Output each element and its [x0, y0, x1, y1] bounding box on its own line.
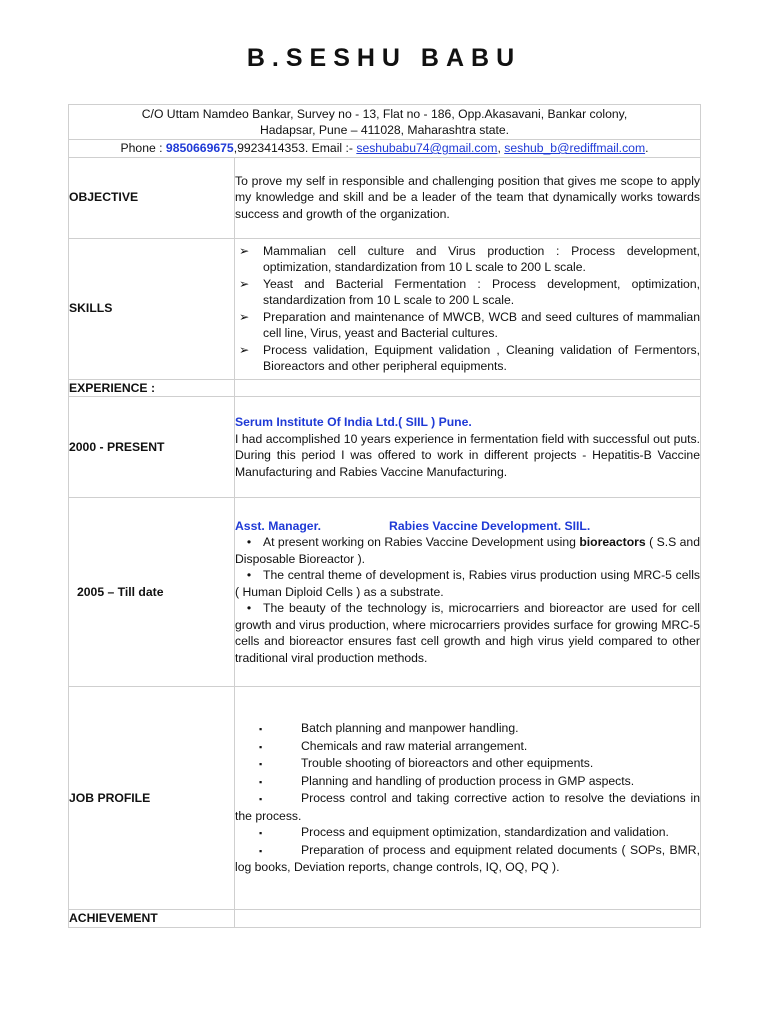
job-item-text: Planning and handling of production process in GMP aspects. — [301, 773, 635, 788]
exp2-item1-text: At present working on Rabies Vaccine Development using — [263, 535, 580, 550]
job-item — [235, 738, 700, 756]
achievement-empty — [235, 910, 701, 928]
bullet-icon: • — [246, 601, 252, 616]
phone-primary: 9850669675 — [165, 141, 234, 155]
email-link-1[interactable]: seshubabu74@gmail.com — [356, 141, 498, 155]
skill-item — [235, 309, 700, 342]
address-line-2: Hadapsar, Pune – 411028, Maharashtra state. — [259, 123, 510, 137]
square-bullet-icon: ▪ — [259, 724, 263, 735]
phone-label: Phone : — [120, 141, 166, 155]
exp2-item1-post: ( S.S and Disposable Bioreactor ). — [235, 535, 700, 566]
email-end: . — [645, 141, 649, 155]
bullet-icon: • — [246, 535, 252, 550]
skill-text: Yeast and Bacterial Fermentation : Process development, optimization, standardization from 10 L scale to 200 L scale. — [263, 276, 700, 307]
resume-name: B.SESHU BABU — [246, 44, 522, 72]
skills-label: SKILLS — [69, 238, 235, 379]
exp2-row — [69, 498, 701, 687]
job-item-text: Preparation of process and equipment related documents ( SOPs, BMR, log books, Deviation reports, change controls, IQ, OQ, PQ ). — [235, 842, 700, 875]
experience-header-row — [69, 379, 701, 397]
address-row — [69, 105, 701, 140]
experience-header: EXPERIENCE : — [69, 379, 235, 397]
square-bullet-icon: ▪ — [259, 759, 263, 770]
square-bullet-icon: ▪ — [259, 776, 263, 787]
square-bullet-icon: ▪ — [259, 794, 263, 805]
square-bullet-icon: ▪ — [259, 845, 263, 856]
bullet-icon: • — [246, 568, 252, 583]
job-item — [235, 773, 700, 791]
skills-list — [235, 243, 700, 375]
square-bullet-icon: ▪ — [259, 828, 263, 839]
skill-text: Mammalian cell culture and Virus production : Process development, optimization, standardization from 10 L scale to 200 L scale. — [263, 243, 700, 274]
achievement-label: ACHIEVEMENT — [69, 910, 235, 928]
exp1-company: Serum Institute Of India Ltd.( SIIL ) Pune. — [235, 415, 472, 429]
arrow-bullet-icon: ➢ — [239, 342, 250, 357]
address-cell — [69, 105, 701, 140]
phone-secondary: ,9923414353. Email :- — [233, 141, 357, 155]
job-item — [235, 720, 700, 738]
job-item — [235, 824, 700, 842]
exp2-role: Asst. Manager. — [235, 518, 322, 533]
email-link-2[interactable]: seshub_b@rediffmail.com — [504, 141, 646, 155]
skill-item — [235, 342, 700, 375]
square-bullet-icon: ▪ — [259, 741, 263, 752]
address-line-1: C/O Uttam Namdeo Bankar, Survey no - 13, Flat no - 186, Opp.Akasavani, Bankar colony, — [141, 106, 628, 121]
objective-text: To prove my self in responsible and challenging position that gives me scope to apply my knowledge and skill and be a leader of the team that dynamically works towards success and growth of the organization. — [235, 157, 701, 238]
skill-item — [235, 276, 700, 309]
job-profile-row — [69, 687, 701, 910]
skills-content — [235, 238, 701, 379]
exp1-date: 2000 - PRESENT — [69, 397, 235, 498]
job-item-text: Trouble shooting of bioreactors and other equipments. — [301, 756, 594, 771]
arrow-bullet-icon: ➢ — [239, 309, 250, 324]
achievement-row — [69, 910, 701, 928]
job-item-text: Process control and taking corrective action to resolve the deviations in the process. — [235, 791, 700, 823]
contact-row — [69, 140, 701, 158]
exp2-item — [235, 534, 700, 567]
exp2-item — [235, 600, 700, 666]
exp2-date: 2005 – Till date — [69, 498, 235, 687]
job-item-text: Process and equipment optimization, standardization and validation. — [301, 825, 669, 840]
job-profile-content — [235, 687, 701, 910]
job-profile-list — [235, 720, 700, 876]
objective-label: OBJECTIVE — [69, 157, 235, 238]
skill-text: Process validation, Equipment validation , Cleaning validation of Fermentors, Bioreactors and other peripheral equipments. — [263, 342, 700, 373]
job-item — [235, 842, 700, 876]
exp2-item3-text: The beauty of the technology is, microcarriers and bioreactor are used for cell growth and virus production, where microcarriers provides surface for growing MRC-5 cells and bioreactor ensures fast cell growth and high virus yield compared to other traditional viral production methods. — [235, 601, 700, 665]
exp2-item1-bold: bioreactors — [579, 535, 646, 550]
job-profile-label: JOB PROFILE — [69, 687, 235, 910]
job-item — [235, 755, 700, 773]
exp2-item2-text: The central theme of development is, Rabies virus production using MRC-5 cells ( Human Diploid Cells ) as a substrate. — [235, 568, 700, 599]
job-item-text: Chemicals and raw material arrangement. — [301, 738, 528, 753]
job-item — [235, 790, 700, 824]
experience-header-empty — [235, 379, 701, 397]
resume-table — [68, 104, 701, 928]
job-item-text: Batch planning and manpower handling. — [301, 721, 519, 736]
exp2-content — [235, 498, 701, 687]
email-separator: , — [497, 141, 505, 155]
contact-cell — [69, 140, 701, 158]
exp1-content — [235, 397, 701, 498]
exp2-item — [235, 567, 700, 600]
exp2-dept: Rabies Vaccine Development. SIIL. — [389, 518, 591, 533]
arrow-bullet-icon: ➢ — [239, 276, 250, 291]
exp2-title — [235, 518, 700, 535]
skills-row — [69, 238, 701, 379]
skill-item — [235, 243, 700, 276]
exp1-text: I had accomplished 10 years experience in fermentation field with successful out puts. During this period I was offered to work in different projects - Hepatitis-B Vaccine Manufacturing and Rabies Vaccine Manufacturing. — [235, 431, 700, 479]
arrow-bullet-icon: ➢ — [239, 243, 250, 258]
exp2-list — [235, 534, 700, 666]
skill-text: Preparation and maintenance of MWCB, WCB and seed cultures of mammalian cell line, Virus, yeast and Bacterial cultures. — [263, 309, 700, 340]
exp1-row — [69, 397, 701, 498]
objective-row — [69, 157, 701, 238]
